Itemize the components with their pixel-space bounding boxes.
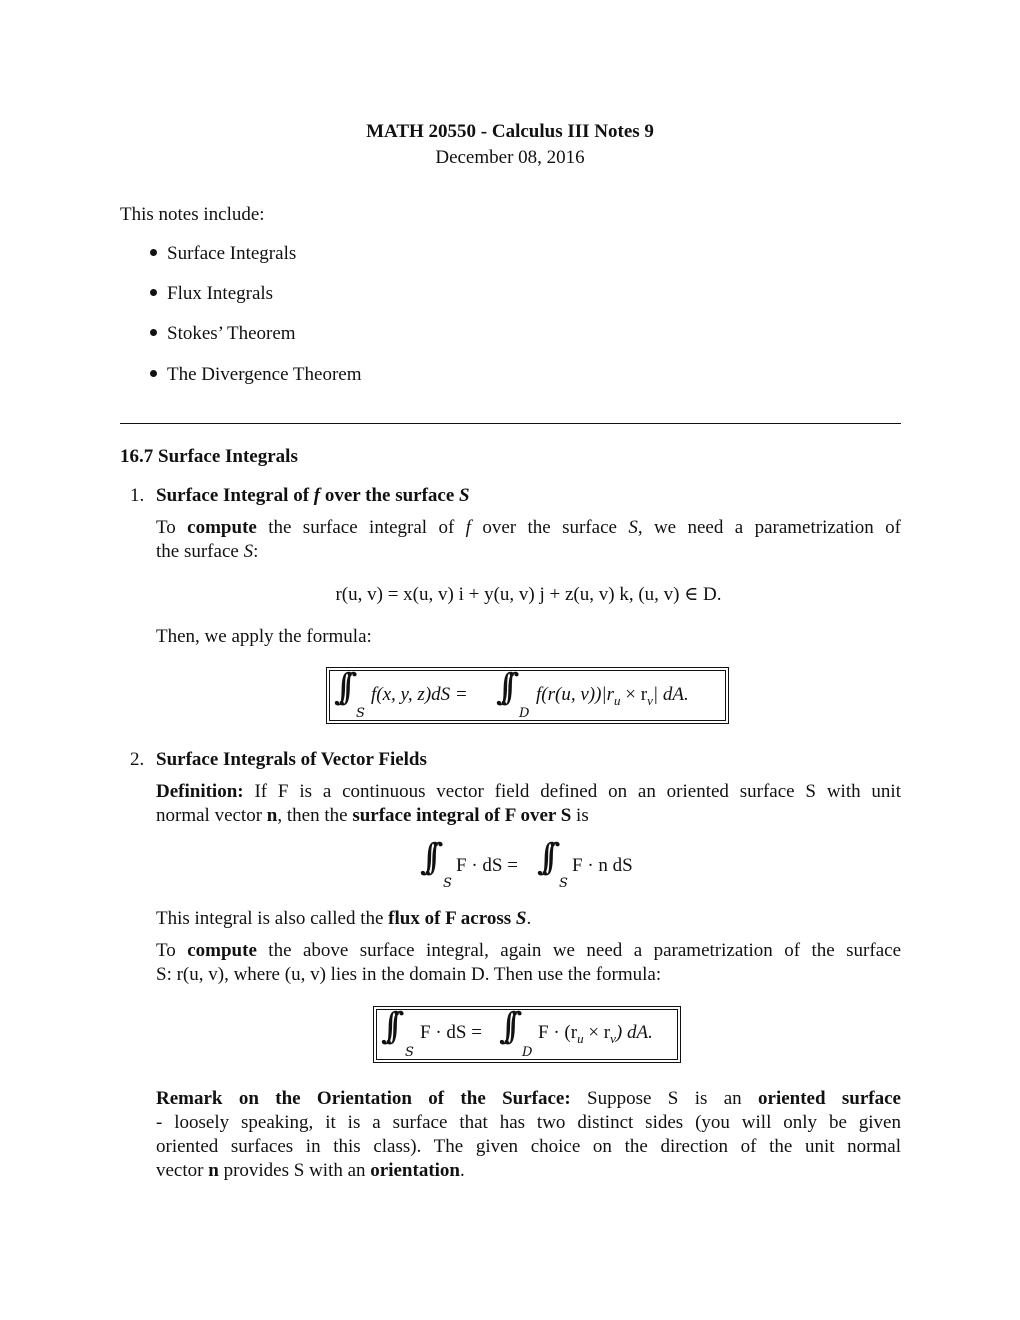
- integral-subscript: D: [522, 1045, 533, 1060]
- section-heading: 16.7 Surface Integrals: [120, 446, 298, 467]
- bullet-icon: [150, 329, 157, 336]
- flux-equation-rhs: F · n dS: [572, 855, 633, 876]
- intro-list-item: [150, 363, 362, 387]
- flux-equation-lhs: F · dS =: [456, 855, 518, 876]
- integral-subscript: S: [443, 876, 452, 891]
- intro-list-item: [150, 282, 273, 306]
- intro-item-label: Stokes’ Theorem: [167, 323, 296, 344]
- intro-list-item: [150, 242, 296, 266]
- box2-rhs: $F \cdot (r_u \times r_v)$ dA.: [538, 1022, 653, 1046]
- item1-paragraph-line: To compute the surface integral of f over the surface S, we need a parametrization of: [156, 517, 901, 538]
- compute-line: S: r(u, v), where (u, v) lies in the domain D. Then use the formula:: [156, 964, 662, 985]
- parametrization-equation: r(u, v) = x(u, v) i + y(u, v) j + z(u, v) k, (u, v) ∈ D.: [335, 584, 722, 605]
- document-date: December 08, 2016: [435, 147, 585, 168]
- bullet-icon: [150, 249, 157, 256]
- bullet-icon: [150, 370, 157, 377]
- double-integral-icon: ∫∫: [334, 667, 344, 708]
- bullet-icon: [150, 289, 157, 296]
- flux-note: This integral is also called the flux of F across S.: [156, 908, 532, 929]
- double-integral-icon: ∫∫: [420, 837, 430, 878]
- integral-subscript: S: [559, 876, 568, 891]
- item1-paragraph-line: the surface S:: [156, 541, 259, 562]
- item-number: 2.: [130, 749, 145, 770]
- integral-subscript: D: [519, 706, 530, 721]
- remark-line: oriented surfaces in this class). The given choice on the direction of the unit normal: [156, 1136, 901, 1157]
- box2-lhs: F · dS =: [420, 1022, 482, 1043]
- double-integral-icon: ∫∫: [496, 667, 506, 708]
- intro-lead: This notes include:: [120, 204, 265, 225]
- integral-subscript: S: [405, 1045, 414, 1060]
- remark-line: Remark on the Orientation of the Surface: Suppose S is an oriented surface: [156, 1088, 901, 1109]
- intro-item-label: The Divergence Theorem: [167, 364, 362, 385]
- definition-line: Definition: If F is a continuous vector field defined on an oriented surface S with unit: [156, 781, 901, 802]
- item1-title: Surface Integral of f over the surface S: [156, 485, 470, 506]
- double-integral-icon: ∫∫: [381, 1006, 391, 1047]
- item-number: 1.: [130, 485, 145, 506]
- compute-line: To compute the above surface integral, again we need a parametrization of the surface: [156, 940, 902, 961]
- double-integral-icon: ∫∫: [499, 1006, 509, 1047]
- remark-line: vector n provides S with an orientation.: [156, 1160, 465, 1181]
- integral-subscript: S: [356, 706, 365, 721]
- intro-item-label: Flux Integrals: [167, 283, 274, 304]
- document-title: MATH 20550 - Calculus III Notes 9: [366, 121, 654, 142]
- formula-rhs: f(r(u, $v))|r_u \times r_v|$ dA.: [536, 684, 689, 708]
- item1-then-text: Then, we apply the formula:: [156, 626, 372, 647]
- intro-list-item: [150, 322, 296, 346]
- definition-line: normal vector n, then the surface integral of F over S is: [156, 805, 589, 826]
- section-divider: [120, 423, 901, 424]
- double-integral-icon: ∫∫: [537, 837, 547, 878]
- intro-item-label: Surface Integrals: [167, 243, 297, 264]
- item2-title: Surface Integrals of Vector Fields: [156, 749, 427, 770]
- formula-lhs: f(x, y, z)dS =: [371, 684, 468, 705]
- remark-line: - loosely speaking, it is a surface that has two distinct sides (you will only be given: [156, 1112, 901, 1133]
